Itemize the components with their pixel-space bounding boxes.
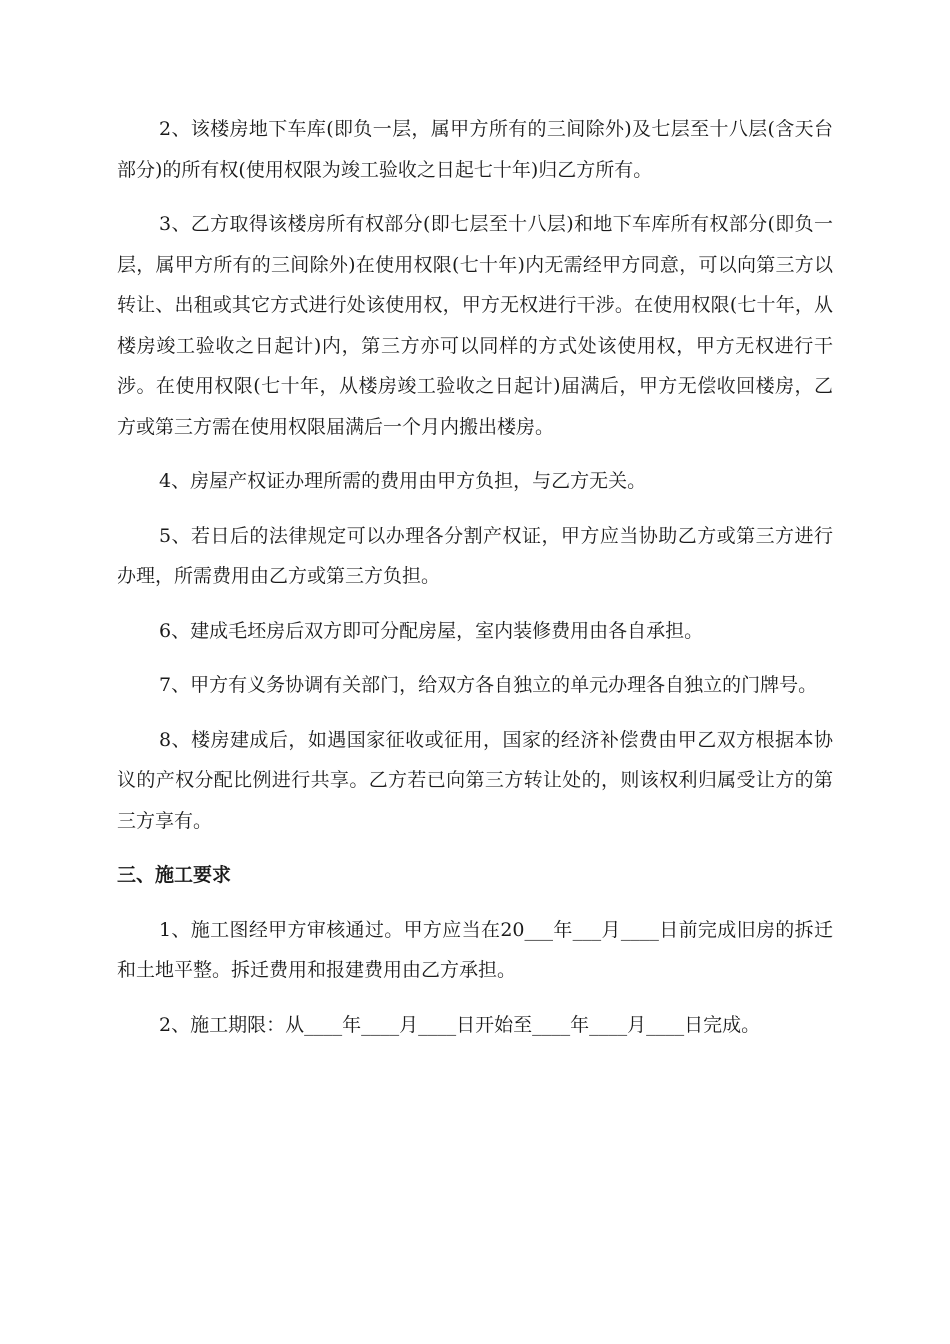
clause-paragraph-3: 3、乙方取得该楼房所有权部分(即七层至十八层)和地下车库所有权部分(即负一层，属甲方所有的三间除外)在使用权限(七十年)内无需经甲方同意，可以向第三方以转让、出租或其它方式进行处该使用权，甲方无权进行干涉。在使用权限(七十年，从楼房竣工验收之日起计)内，第三方亦可以同样的方式处该使用权，甲方无权进行干涉。在使用权限(七十年，从楼房竣工验收之日起计)届满后，甲方无偿收回楼房，乙方或第三方需在使用权限届满后一个月内搬出楼房。	[117, 213, 833, 438]
clause-paragraph-8: 8、楼房建成后，如遇国家征收或征用，国家的经济补偿费由甲乙双方根据本协议的产权分配比例进行共享。乙方若已向第三方转让处的，则该权利归属受让方的第三方享有。	[117, 728, 833, 832]
clause-paragraph-5: 5、若日后的法律规定可以办理各分割产权证，甲方应当协助乙方或第三方进行办理，所需费用由乙方或第三方负担。	[117, 524, 833, 587]
construction-paragraph-2: 2、施工期限：从____年____月____日开始至____年____月____日完成。	[159, 1013, 761, 1036]
clause-paragraph-2: 2、该楼房地下车库(即负一层，属甲方所有的三间除外)及七层至十八层(含天台部分)的所有权(使用权限为竣工验收之日起七十年)归乙方所有。	[117, 118, 833, 181]
clause-paragraph-4: 4、房屋产权证办理所需的费用由甲方负担，与乙方无关。	[159, 470, 647, 492]
construction-paragraph-1: 1、施工图经甲方审核通过。甲方应当在20___年___月____日前完成旧房的拆迁和土地平整。拆迁费用和报建费用由乙方承担。	[117, 918, 833, 981]
document-page	[117, 109, 833, 1059]
section-heading: 三、施工要求	[117, 864, 232, 886]
clause-paragraph-6: 6、建成毛坯房后双方即可分配房屋，室内装修费用由各自承担。	[159, 619, 704, 642]
clause-paragraph-7: 7、甲方有义务协调有关部门，给双方各自独立的单元办理各自独立的门牌号。	[159, 674, 818, 696]
